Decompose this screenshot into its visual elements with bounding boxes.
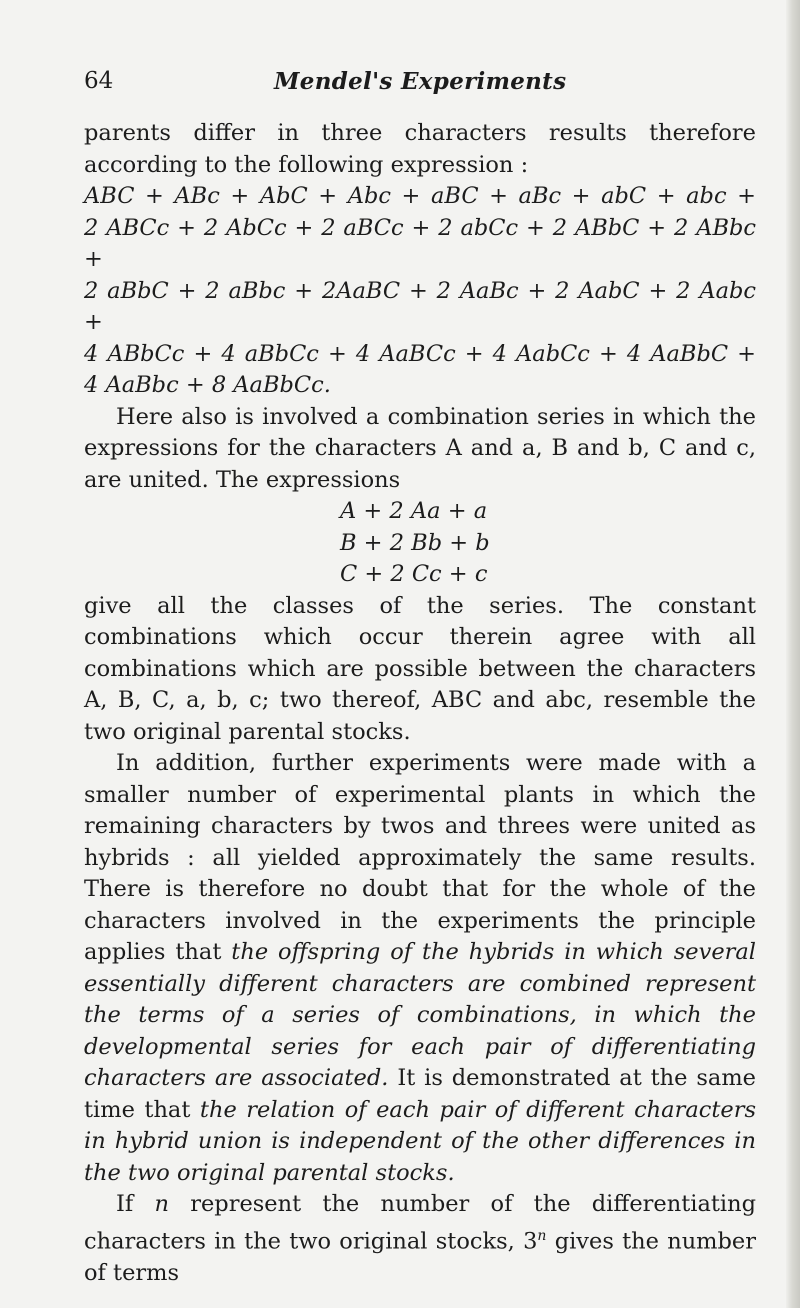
formula-block	[84, 181, 756, 402]
paragraph-4-text: It is demonstrated at the same time that	[84, 1065, 757, 1123]
principle-statement: the offspring of the hybrids in which several essentially different characters are combined represent the terms of a series of combinations, in which the developmental series for each pair of differentiating characters are associated.	[84, 939, 756, 1091]
body-text	[84, 118, 756, 1289]
running-title: Mendel's Experiments	[274, 68, 567, 95]
formula-line: 2 ABCc + 2 AbCc + 2 aBCc + 2 abCc + 2 ABbC + 2 ABbc +	[84, 214, 756, 272]
paragraph-2: Here also is involved a combination series in which the expressions for the characters A and a, B and b, C and c, are united. The expressions	[84, 403, 756, 493]
paragraph-4-text: In addition, further experiments were made with a smaller number of experimental plants in which the remaining characters by twos and threes were united as hybrids : all yielded approximately the same results. There is therefore no doubt that for the whole of the characters involved in the experiments the principle applies that	[84, 750, 756, 965]
paragraph-4	[84, 748, 756, 1189]
paragraph-3: give all the classes of the series. The constant combinations which occur therein agree with all combinations which are possible between the characters A, B, C, a, b, c; two thereof, ABC and abc, resemble the two original parental stocks.	[84, 592, 756, 745]
series-block	[84, 496, 756, 591]
formula-line: 4 AaBbc + 8 AaBbCc.	[84, 372, 331, 398]
paragraph-5-text: gives the number of terms	[84, 1228, 756, 1286]
formula-line: ABC + ABc + AbC + Abc + aBC + aBc + abC + abc +	[84, 183, 756, 209]
series-line: B + 2 Bb + b	[340, 529, 490, 556]
paragraph-5-text: If	[116, 1191, 134, 1217]
paragraph-5	[84, 1189, 756, 1289]
page-edge-shadow	[786, 0, 800, 1308]
paragraph-5-text: represent the number of the differentiating characters in the two original stocks,	[84, 1191, 756, 1254]
page-number: 64	[84, 68, 114, 94]
power-base: 3	[523, 1228, 538, 1254]
power-exponent: n	[537, 1227, 547, 1244]
series-line: C + 2 Cc + c	[340, 561, 488, 587]
paragraph-1: parents differ in three characters results therefore according to the following expression :	[84, 120, 756, 178]
page-header	[84, 58, 756, 98]
formula-line: 2 aBbC + 2 aBbc + 2AaBC + 2 AaBc + 2 AabC + 2 Aabc +	[84, 277, 756, 335]
series-line: A + 2 Aa + a	[340, 498, 488, 524]
variable-n: n	[154, 1191, 169, 1217]
independence-statement: the relation of each pair of different characters in hybrid union is independent of the other differences in the two original parental stocks.	[84, 1096, 757, 1186]
formula-line: 4 ABbCc + 4 aBbCc + 4 AaBCc + 4 AabCc + 4 AaBbC +	[84, 340, 756, 367]
page	[84, 58, 756, 1289]
